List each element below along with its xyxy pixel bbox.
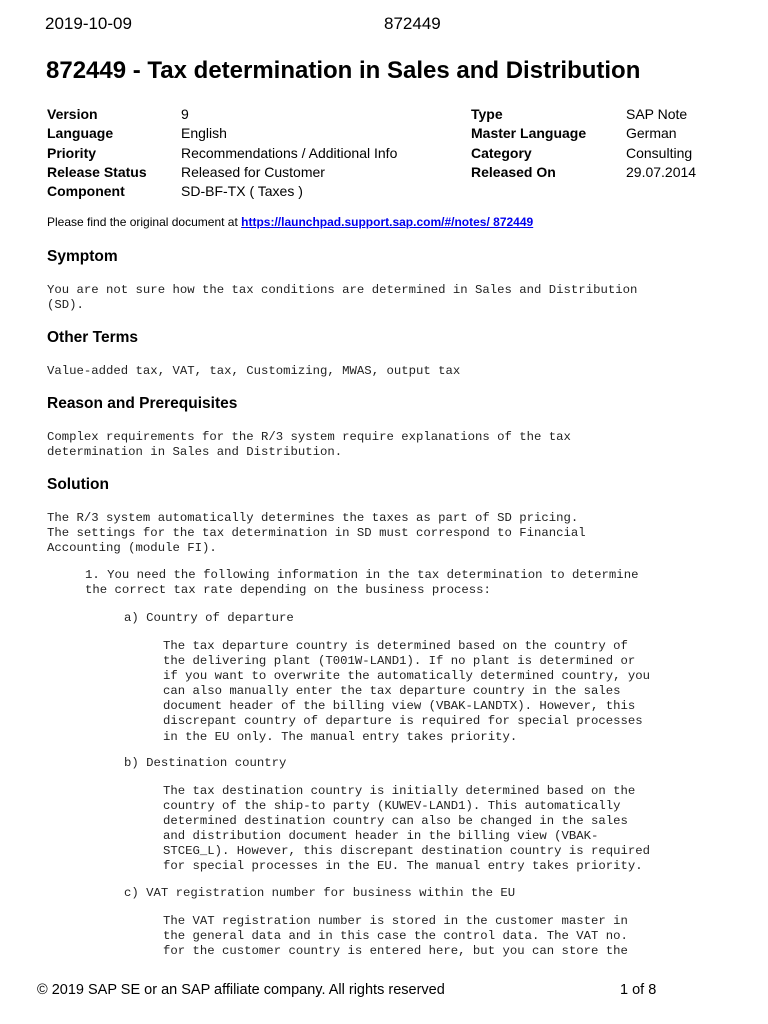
original-document-text: Please find the original document at <box>47 215 242 229</box>
meta-label: Category <box>471 144 532 161</box>
meta-label: Version <box>47 106 98 122</box>
meta-label: Component <box>47 183 125 200</box>
meta-value: Recommendations / Additional Info <box>181 144 398 161</box>
meta-value: SD-BF-TX ( Taxes ) <box>181 183 303 200</box>
meta-label: Master Language <box>471 125 587 142</box>
reason-heading: Reason and Prerequisites <box>47 395 238 412</box>
meta-value: German <box>626 125 677 142</box>
meta-row <box>47 124 727 143</box>
footer-copyright: © 2019 SAP SE or an SAP affiliate company. All rights reserved <box>37 982 445 998</box>
solution-point-1: 1. You need the following information in the tax determination to determine the correct tax rate depending on the business process: <box>85 568 639 598</box>
page-title: 872449 - Tax determination in Sales and Distribution <box>46 57 641 84</box>
item-b-text: The tax destination country is initially determined based on the country of the ship-to party (KUWEV-LAND1). This automatically determined destination country can also be changed in the sales and distribution document header in the billing view (VBAK- STCEG_L). However, this discrepant destination country is required for special processes in the EU. The manual entry takes priority. <box>163 784 651 874</box>
item-b-label: b) Destination country <box>124 756 287 770</box>
original-document-link[interactable]: https://launchpad.support.sap.com/#/notes/ 872449 <box>241 215 534 229</box>
symptom-text: You are not sure how the tax conditions are determined in Sales and Distribution (SD). <box>47 283 638 313</box>
other-terms-text: Value-added tax, VAT, tax, Customizing, MWAS, output tax <box>47 364 461 378</box>
solution-heading: Solution <box>47 476 109 493</box>
header-note-number: 872449 <box>384 14 441 33</box>
solution-intro: The R/3 system automatically determines the taxes as part of SD pricing. The settings for the tax determination in SD must correspond to Financial Accounting (module FI). <box>47 511 586 556</box>
meta-label: Released On <box>471 163 556 180</box>
meta-row <box>47 105 727 124</box>
original-document-line <box>47 215 533 229</box>
meta-label: Language <box>47 125 114 142</box>
header-date: 2019-10-09 <box>45 14 132 33</box>
other-terms-heading: Other Terms <box>47 329 139 346</box>
item-c-text: The VAT registration number is stored in the customer master in the general data and in this case the control data. The VAT no. for the customer country is entered here, but you can store the <box>163 914 628 959</box>
meta-value: Consulting <box>626 144 693 161</box>
meta-label: Release Status <box>47 163 147 180</box>
meta-value: SAP Note <box>626 106 688 122</box>
item-a-text: The tax departure country is determined based on the country of the delivering plant (T001W-LAND1). If no plant is determined or if you want to overwrite the automatically determined country, you can also manually enter the tax departure country in the sales document header of the billing view (VBAK-LANDTX). However, this discrepant country of departure is required for special processes in the EU only. The manual entry takes priority. <box>163 639 651 744</box>
meta-label: Type <box>471 106 503 122</box>
meta-value: Released for Customer <box>181 163 325 180</box>
meta-row <box>47 144 727 163</box>
meta-label: Priority <box>47 144 97 161</box>
item-a-label: a) Country of departure <box>124 611 294 625</box>
symptom-heading: Symptom <box>47 248 118 265</box>
item-c-label: c) VAT registration number for business within the EU <box>124 886 516 900</box>
meta-row <box>47 182 727 201</box>
reason-text: Complex requirements for the R/3 system require explanations of the tax determination in Sales and Distribution. <box>47 430 571 460</box>
page-number: 1 of 8 <box>620 982 657 998</box>
meta-value: English <box>181 125 227 142</box>
meta-value: 9 <box>181 106 189 122</box>
meta-value: 29.07.2014 <box>626 163 697 180</box>
metadata-table <box>47 105 727 201</box>
meta-row <box>47 163 727 182</box>
